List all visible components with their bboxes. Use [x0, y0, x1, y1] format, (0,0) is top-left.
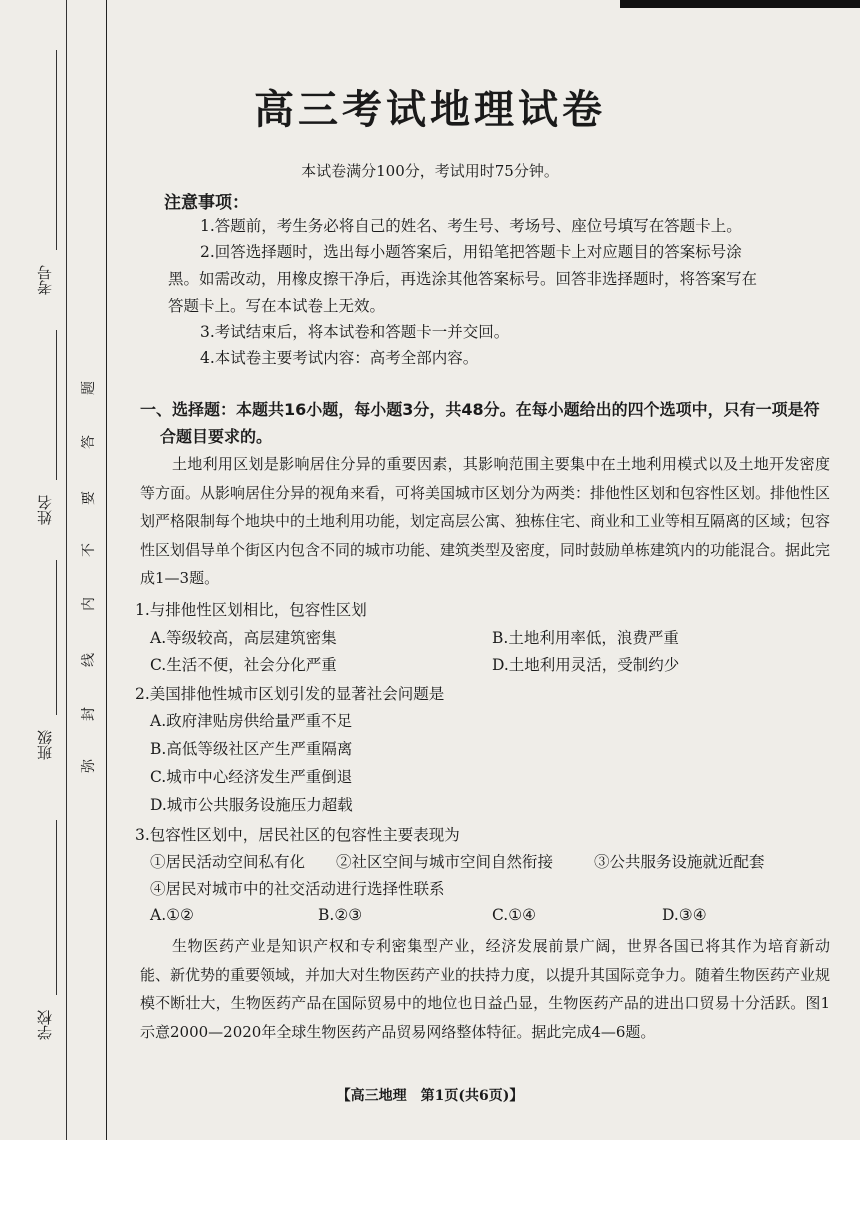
exam-subtitle: 本试卷满分100分，考试用时75分钟。 [301, 162, 559, 180]
q2-option-a: A.政府津贴房供给量严重不足 [150, 712, 353, 730]
field-exam-number: 考号 [36, 265, 54, 295]
q2-option-d: D.城市公共服务设施压力超载 [150, 796, 353, 814]
q1-option-d: D.土地利用灵活，受制约少 [492, 656, 680, 674]
q1-option-c: C.生活不便，社会分化严重 [150, 656, 337, 674]
seal-char: 线 [81, 653, 97, 667]
field-school-blank[interactable] [56, 820, 57, 995]
notice-line: 2.回答选择题时，选出每小题答案后，用铅笔把答题卡上对应题目的答案标号涂 [200, 243, 742, 261]
field-name: 姓名 [36, 495, 54, 525]
seal-char: 弥 [81, 759, 97, 773]
notice-line: 3.考试结束后，将本试卷和答题卡一并交回。 [200, 323, 510, 341]
question-1: 1.与排他性区划相比，包容性区划 [135, 601, 367, 619]
q2-option-c: C.城市中心经济发生严重倒退 [150, 768, 353, 786]
q3-option-b: B.②③ [318, 906, 363, 924]
q3-option-d: D.③④ [662, 906, 707, 924]
seal-char: 封 [81, 707, 97, 721]
q1-option-b: B.土地利用率低，浪费严重 [492, 629, 679, 647]
notice-line: 4.本试卷主要考试内容：高考全部内容。 [200, 349, 479, 367]
q1-option-a: A.等级较高，高层建筑密集 [150, 629, 337, 647]
seal-char: 要 [81, 491, 97, 505]
passage-1: 土地利用区划是影响居住分异的重要因素，其影响范围主要集中在土地利用模式以及土地开发密度等方面。从影响居住分异的视角来看，可将美国城市区划分为两类：排他性区划和包容性区划。排他性区划严格限制每个地块中的土地利用功能，划定高层公寓、独栋住宅、商业和工业等相互隔离的区域；包容性区划倡导单个街区内包含不同的城市功能、建筑类型及密度，同时鼓励单栋建筑内的功能混合。据此完成1—3题。 [140, 455, 831, 587]
page-footer: 【高三地理 第1页(共6页)】 [336, 1088, 524, 1104]
q3-item-1: ①居民活动空间私有化 [150, 853, 306, 871]
seal-char: 内 [81, 597, 97, 611]
seal-char: 答 [81, 435, 97, 449]
notice-heading: 注意事项： [164, 193, 249, 213]
field-name-blank[interactable] [56, 330, 57, 480]
q3-item-3: ③公共服务设施就近配套 [594, 853, 765, 871]
q3-option-a: A.①② [150, 906, 194, 924]
passage-2: 生物医药产业是知识产权和专利密集型产业，经济发展前景广阔，世界各国已将其作为培育新动能、新优势的重要领域，并加大对生物医药产业的扶持力度，以提升其国际竞争力。随着生物医药产业规模不断壮大，生物医药产品在国际贸易中的地位也日益凸显，生物医药产品的进出口贸易十分活跃。图1示意2000—2020年全球生物医药产品贸易网络整体特征。据此完成4—6题。 [140, 937, 831, 1041]
seal-char: 题 [81, 381, 97, 395]
exam-title: 高三考试地理试卷 [254, 87, 606, 133]
q2-option-b: B.高低等级社区产生严重隔离 [150, 740, 353, 758]
field-class: 班级 [36, 730, 54, 760]
notice-line: 答题卡上。写在本试卷上无效。 [168, 297, 386, 315]
section-heading: 一、选择题：本题共16小题，每小题3分，共48分。在每小题给出的四个选项中，只有一项是符 [140, 400, 820, 419]
field-class-blank[interactable] [56, 560, 57, 715]
q3-item-2: ②社区空间与城市空间自然衔接 [336, 853, 554, 871]
notice-line: 1.答题前，考生务必将自己的姓名、考生号、考场号、座位号填写在答题卡上。 [200, 217, 742, 235]
section-heading-cont: 合题目要求的。 [160, 427, 273, 446]
q3-option-c: C.①④ [492, 906, 537, 924]
seal-char: 不 [81, 543, 97, 557]
q3-item-4: ④居民对城市中的社交活动进行选择性联系 [150, 880, 445, 898]
scan-smudge [620, 0, 860, 8]
question-2: 2.美国排他性城市区划引发的显著社会问题是 [135, 685, 445, 703]
field-school: 学校 [36, 1010, 54, 1040]
question-3: 3.包容性区划中，居民社区的包容性主要表现为 [135, 826, 460, 844]
notice-line: 黑。如需改动，用橡皮擦干净后，再选涂其他答案标号。回答非选择题时，将答案写在 [168, 270, 758, 288]
